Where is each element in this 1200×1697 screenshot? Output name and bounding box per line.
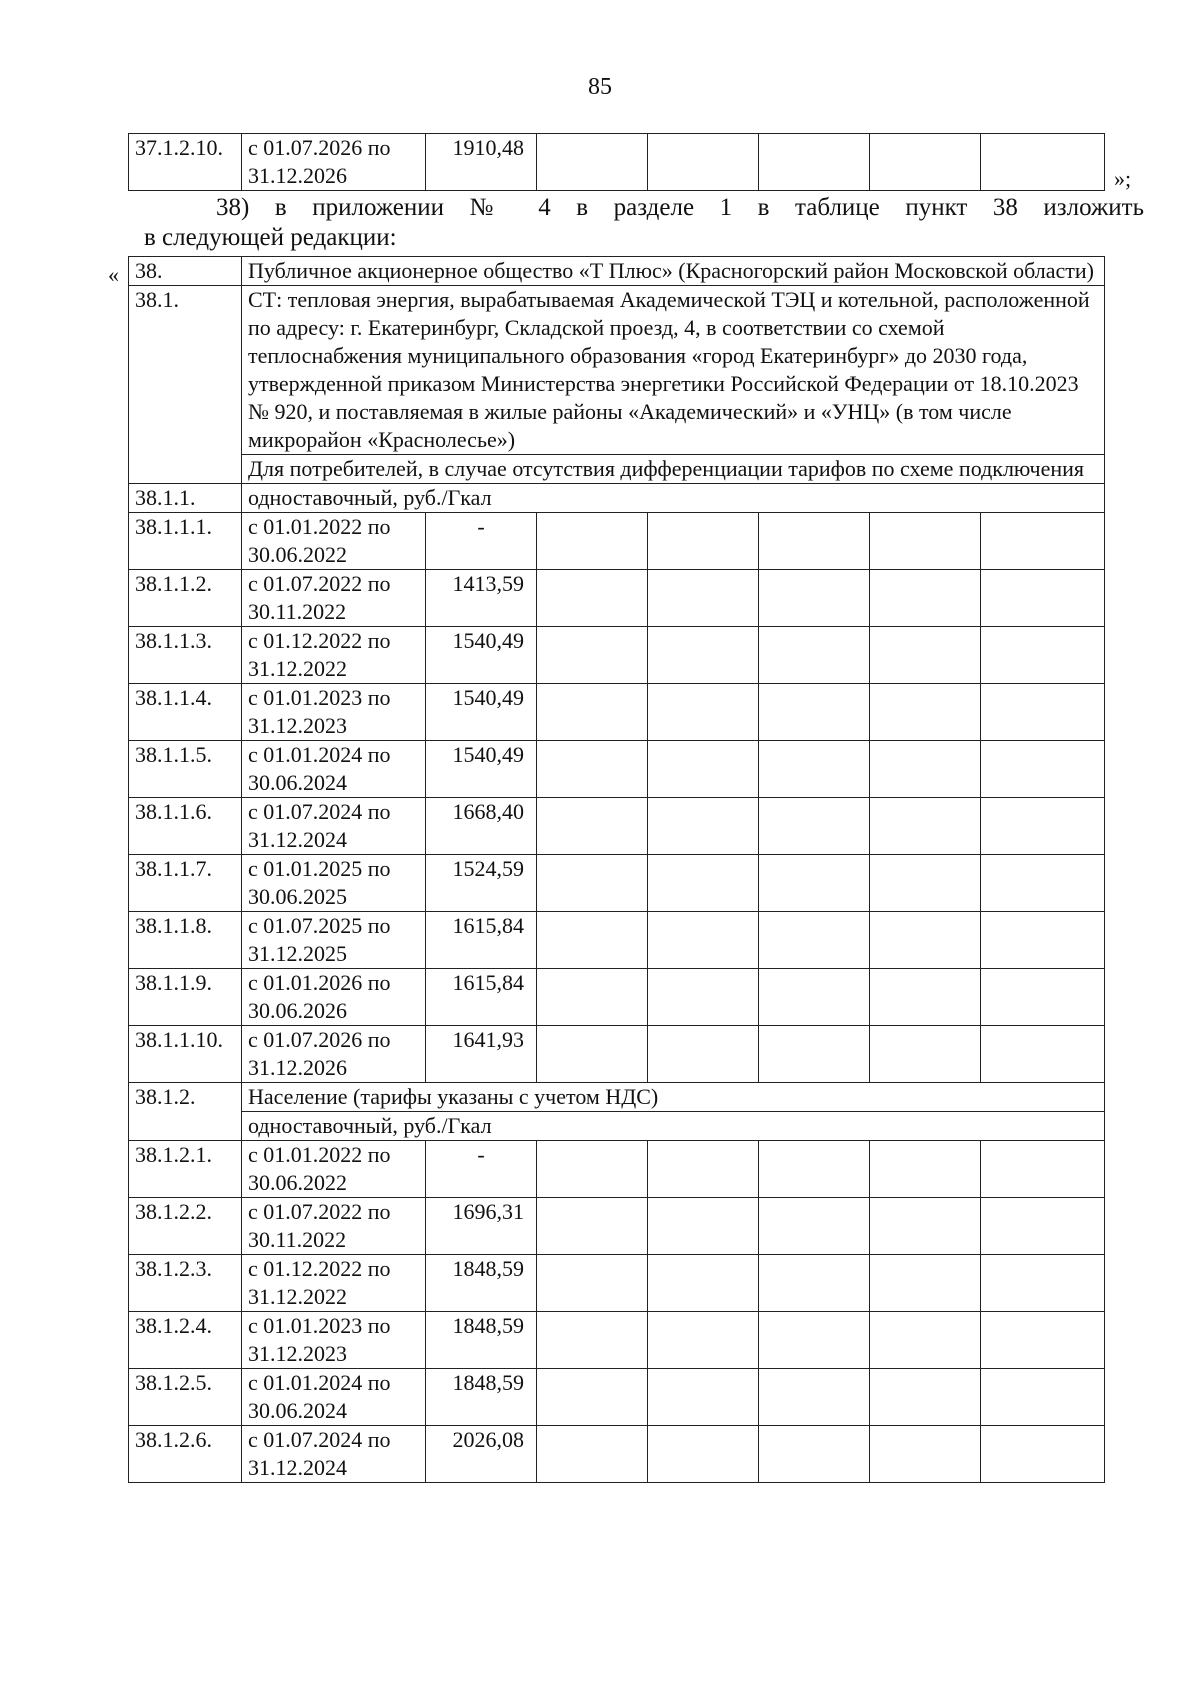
row-period: с 01.12.2022 по 31.12.2022 — [242, 1255, 426, 1312]
empty-cell — [537, 912, 648, 969]
empty-cell — [759, 1426, 870, 1483]
empty-cell — [981, 1198, 1105, 1255]
row-period: с 01.01.2024 по 30.06.2024 — [242, 741, 426, 798]
empty-cell — [648, 741, 759, 798]
table-row — [129, 627, 1105, 684]
empty-cell — [981, 570, 1105, 627]
subsection-row — [129, 484, 1105, 513]
empty-cell — [981, 1369, 1105, 1426]
empty-cell — [759, 570, 870, 627]
empty-cell — [759, 798, 870, 855]
empty-cell — [537, 627, 648, 684]
table-row — [129, 684, 1105, 741]
empty-cell — [759, 684, 870, 741]
row-value: 1641,93 — [426, 1026, 537, 1083]
empty-cell — [981, 1141, 1105, 1198]
empty-cell — [870, 969, 981, 1026]
empty-cell — [870, 1369, 981, 1426]
empty-cell — [537, 855, 648, 912]
row-value: 1540,49 — [426, 741, 537, 798]
row-value: - — [426, 513, 537, 570]
empty-cell — [981, 1026, 1105, 1083]
row-value: 1413,59 — [426, 570, 537, 627]
empty-cell — [981, 1426, 1105, 1483]
subsection-row — [129, 1083, 1105, 1112]
empty-cell — [648, 798, 759, 855]
empty-cell — [648, 1141, 759, 1198]
empty-cell — [870, 1426, 981, 1483]
empty-cell — [537, 969, 648, 1026]
table-row — [129, 969, 1105, 1026]
empty-cell — [981, 513, 1105, 570]
empty-cell — [870, 798, 981, 855]
empty-cell — [759, 969, 870, 1026]
row-period: с 01.07.2022 по 30.11.2022 — [242, 1198, 426, 1255]
empty-cell — [981, 134, 1105, 191]
row-number: 38.1.2.1. — [129, 1141, 242, 1198]
empty-cell — [537, 1026, 648, 1083]
empty-cell — [981, 1312, 1105, 1369]
empty-cell — [759, 855, 870, 912]
row-period: с 01.01.2023 по 31.12.2023 — [242, 1312, 426, 1369]
empty-cell — [759, 513, 870, 570]
previous-table-fragment — [128, 133, 1105, 191]
empty-cell — [537, 1198, 648, 1255]
table-row — [129, 570, 1105, 627]
empty-cell — [537, 1255, 648, 1312]
empty-cell — [981, 912, 1105, 969]
row-period: с 01.01.2024 по 30.06.2024 — [242, 1369, 426, 1426]
row-period: с 01.01.2025 по 30.06.2025 — [242, 855, 426, 912]
row-value: 1848,59 — [426, 1312, 537, 1369]
empty-cell — [870, 741, 981, 798]
amendment-paragraph-line2: в следующей редакции: — [144, 224, 397, 251]
empty-cell — [648, 912, 759, 969]
table-row — [129, 1255, 1105, 1312]
table-row — [129, 1141, 1105, 1198]
row-period: с 01.07.2024 по 31.12.2024 — [242, 798, 426, 855]
row-number: 38.1.1.7. — [129, 855, 242, 912]
empty-cell — [648, 1369, 759, 1426]
table-row — [129, 1426, 1105, 1483]
page-number: 85 — [588, 74, 612, 100]
row-value: 1524,59 — [426, 855, 537, 912]
empty-cell — [981, 855, 1105, 912]
empty-cell — [648, 1255, 759, 1312]
empty-cell — [537, 684, 648, 741]
empty-cell — [648, 1026, 759, 1083]
table-row — [129, 134, 1105, 191]
row-number: 38.1.2.6. — [129, 1426, 242, 1483]
row-number: 38.1.1. — [129, 484, 242, 513]
closing-quote: »; — [1114, 166, 1132, 191]
row-number: 38.1. — [129, 286, 242, 484]
row-number: 38.1.1.9. — [129, 969, 242, 1026]
empty-cell — [648, 1426, 759, 1483]
row-period: с 01.07.2026 по 31.12.2026 — [242, 1026, 426, 1083]
consumers-note: Для потребителей, в случае отсутствия дифференциации тарифов по схеме подключения — [242, 455, 1105, 484]
organization-row — [129, 257, 1105, 286]
row-value: 1540,49 — [426, 684, 537, 741]
empty-cell — [759, 1312, 870, 1369]
empty-cell — [870, 1198, 981, 1255]
empty-cell — [759, 741, 870, 798]
empty-cell — [537, 570, 648, 627]
row-value: 1848,59 — [426, 1255, 537, 1312]
empty-cell — [981, 684, 1105, 741]
empty-cell — [981, 969, 1105, 1026]
empty-cell — [648, 969, 759, 1026]
row-number: 38.1.2. — [129, 1083, 242, 1141]
empty-cell — [537, 134, 648, 191]
empty-cell — [870, 684, 981, 741]
row-period: с 01.01.2023 по 31.12.2023 — [242, 684, 426, 741]
empty-cell — [759, 1369, 870, 1426]
row-number: 38.1.2.2. — [129, 1198, 242, 1255]
empty-cell — [648, 1312, 759, 1369]
tariff-table — [128, 256, 1105, 1483]
empty-cell — [870, 855, 981, 912]
table-row — [129, 1026, 1105, 1083]
opening-quote: « — [108, 262, 119, 287]
empty-cell — [981, 741, 1105, 798]
empty-cell — [981, 1255, 1105, 1312]
row-value: - — [426, 1141, 537, 1198]
empty-cell — [981, 798, 1105, 855]
row-number: 38. — [129, 257, 242, 286]
empty-cell — [759, 134, 870, 191]
row-value: 1615,84 — [426, 912, 537, 969]
empty-cell — [648, 134, 759, 191]
empty-cell — [870, 627, 981, 684]
section-description: СТ: тепловая энергия, вырабатываемая Академической ТЭЦ и котельной, расположенной по адресу: г. Екатеринбург, Складской проезд, 4, в соответствии со схемой теплоснабжения муниципального образования «город Екатеринбург» до 2030 года, утвержденной приказом Министерства энергетики Российской Федерации от 18.10.2023 № 920, и поставляемая в жилые районы «Академический» и «УНЦ» (в том числе микрорайон «Краснолесье») — [242, 286, 1105, 455]
row-period: с 01.01.2022 по 30.06.2022 — [242, 1141, 426, 1198]
row-number: 38.1.1.5. — [129, 741, 242, 798]
row-value: 1540,49 — [426, 627, 537, 684]
row-period: с 01.07.2022 по 30.11.2022 — [242, 570, 426, 627]
empty-cell — [870, 1141, 981, 1198]
empty-cell — [870, 513, 981, 570]
empty-cell — [759, 627, 870, 684]
row-number: 38.1.1.3. — [129, 627, 242, 684]
empty-cell — [537, 1369, 648, 1426]
empty-cell — [870, 1255, 981, 1312]
empty-cell — [981, 627, 1105, 684]
row-number: 38.1.1.6. — [129, 798, 242, 855]
row-number: 38.1.1.1. — [129, 513, 242, 570]
table-row — [129, 1369, 1105, 1426]
row-period: с 01.01.2026 по 30.06.2026 — [242, 969, 426, 1026]
row-value: 1615,84 — [426, 969, 537, 1026]
table-row — [129, 1198, 1105, 1255]
table-row — [129, 855, 1105, 912]
empty-cell — [537, 741, 648, 798]
row-period: с 01.12.2022 по 31.12.2022 — [242, 627, 426, 684]
row-number: 38.1.2.3. — [129, 1255, 242, 1312]
consumers-row — [129, 455, 1105, 484]
empty-cell — [870, 1312, 981, 1369]
row-value: 1668,40 — [426, 798, 537, 855]
row-number: 38.1.2.4. — [129, 1312, 242, 1369]
empty-cell — [648, 1198, 759, 1255]
empty-cell — [870, 570, 981, 627]
table-row — [129, 513, 1105, 570]
row-number: 38.1.1.4. — [129, 684, 242, 741]
row-period: с 01.07.2026 по 31.12.2026 — [242, 134, 426, 191]
empty-cell — [759, 1255, 870, 1312]
empty-cell — [648, 513, 759, 570]
row-value: 1696,31 — [426, 1198, 537, 1255]
empty-cell — [537, 1312, 648, 1369]
row-value: 1910,48 — [426, 134, 537, 191]
table-row — [129, 912, 1105, 969]
empty-cell — [537, 513, 648, 570]
empty-cell — [759, 1026, 870, 1083]
amendment-paragraph-line1: 38) в приложении № 4 в разделе 1 в таблице пункт 38 изложить — [216, 194, 1144, 221]
empty-cell — [648, 855, 759, 912]
empty-cell — [870, 134, 981, 191]
empty-cell — [648, 570, 759, 627]
row-value: 2026,08 — [426, 1426, 537, 1483]
row-number: 38.1.1.8. — [129, 912, 242, 969]
row-number: 38.1.1.10. — [129, 1026, 242, 1083]
empty-cell — [537, 798, 648, 855]
table-row — [129, 741, 1105, 798]
row-number: 38.1.1.2. — [129, 570, 242, 627]
subsection-title: одноставочный, руб./Гкал — [242, 484, 1105, 513]
empty-cell — [648, 627, 759, 684]
organization-name: Публичное акционерное общество «Т Плюс» (Красногорский район Московской области) — [242, 257, 1105, 286]
section-row — [129, 286, 1105, 455]
subsection-title: Население (тарифы указаны с учетом НДС) — [242, 1083, 1105, 1112]
empty-cell — [648, 684, 759, 741]
table-row — [129, 1312, 1105, 1369]
subsection-row — [129, 1112, 1105, 1141]
empty-cell — [537, 1141, 648, 1198]
row-period: с 01.01.2022 по 30.06.2022 — [242, 513, 426, 570]
empty-cell — [759, 912, 870, 969]
empty-cell — [759, 1141, 870, 1198]
row-number: 37.1.2.10. — [129, 134, 242, 191]
empty-cell — [537, 1426, 648, 1483]
row-period: с 01.07.2025 по 31.12.2025 — [242, 912, 426, 969]
empty-cell — [870, 1026, 981, 1083]
empty-cell — [759, 1198, 870, 1255]
subsection-unit: одноставочный, руб./Гкал — [242, 1112, 1105, 1141]
row-value: 1848,59 — [426, 1369, 537, 1426]
row-number: 38.1.2.5. — [129, 1369, 242, 1426]
empty-cell — [870, 912, 981, 969]
table-row — [129, 798, 1105, 855]
row-period: с 01.07.2024 по 31.12.2024 — [242, 1426, 426, 1483]
